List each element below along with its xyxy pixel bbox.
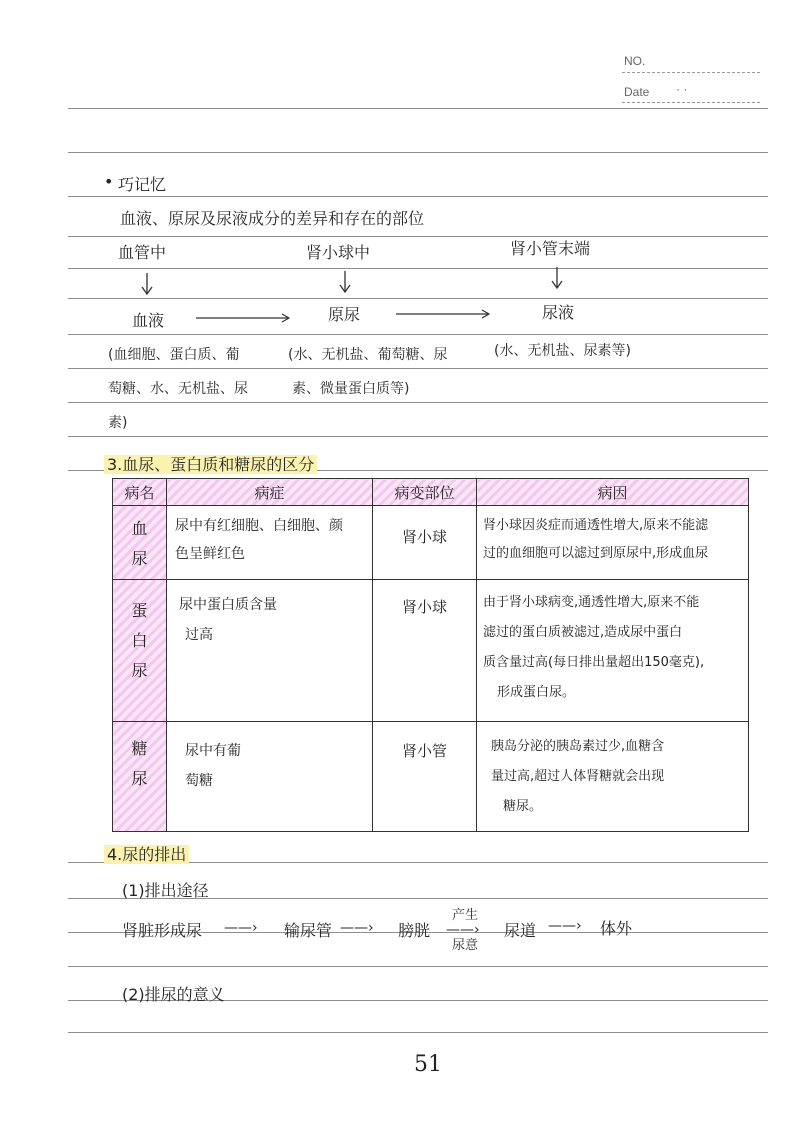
path-arrow: ——›: [224, 920, 258, 936]
symptom-line: 尿中蛋白质含量: [179, 597, 277, 613]
table-cell-symptom: [167, 580, 373, 722]
path-arrow: ——›: [340, 920, 374, 936]
symptom-line: 尿中有红细胞、白细胞、颜: [175, 518, 343, 534]
path-arrow: ——›: [446, 922, 480, 938]
page-number: 51: [414, 1052, 442, 1077]
cause-line: 形成蛋白尿。: [497, 685, 576, 700]
table-cell-symptom: [167, 722, 373, 832]
arrow-right-icon: [396, 308, 492, 320]
cause-line: 滤过的蛋白质被滤过,造成尿中蛋白: [483, 625, 683, 640]
flow-urine: 尿液: [542, 303, 575, 322]
table-cell-cause: [477, 580, 749, 722]
note-primary-line1: (水、无机盐、葡萄糖、尿: [288, 347, 448, 363]
arrow-down-icon: [550, 266, 564, 290]
note-urine-line1: (水、无机盐、尿素等): [494, 343, 631, 359]
location-tubule-end: 肾小管末端: [510, 239, 591, 258]
disease-name-char: 尿: [131, 769, 148, 788]
path-below-label: 尿意: [452, 938, 479, 953]
table-cell-disease: [113, 722, 167, 832]
number-underline: [622, 72, 760, 73]
cause-line: 量过高,超过人体肾糖就会出现: [491, 769, 665, 784]
symptom-line: 萄糖: [185, 773, 213, 789]
table-row: [113, 506, 749, 580]
path-arrow: ——›: [548, 918, 582, 934]
table-row: [113, 722, 749, 832]
urine-comparison-table: [112, 478, 749, 832]
table-cell-site: [373, 506, 477, 580]
disease-name-char: 蛋: [131, 601, 148, 620]
table-cell-symptom: [167, 506, 373, 580]
path-ureter: 输尿管: [284, 921, 333, 940]
note-blood-line1: (血细胞、蛋白质、葡: [108, 347, 240, 363]
section4-sub2: (2)排尿的意义: [122, 985, 225, 1004]
cause-line: 过的血细胞可以滤过到原尿中,形成血尿: [483, 546, 709, 561]
arrow-down-icon: [338, 270, 352, 294]
arrow-right-icon: [196, 312, 292, 324]
path-urethra: 尿道: [504, 921, 537, 940]
table-header-cell: 病变部位: [373, 479, 477, 506]
disease-name-char: 白: [131, 631, 148, 650]
cause-line: 由于肾小球病变,通透性增大,原来不能: [483, 595, 700, 610]
location-blood-vessel: 血管中: [118, 243, 167, 262]
site-text: 肾小管: [401, 742, 447, 760]
date-dots: · ·: [676, 82, 688, 96]
site-text: 肾小球: [401, 598, 447, 616]
cause-line: 质含量过高(每日排出量超出150毫克),: [483, 655, 705, 670]
location-glomerulus: 肾小球中: [306, 243, 371, 262]
disease-name-char: 糖: [131, 739, 148, 758]
number-label: NO.: [624, 54, 646, 68]
table-cell-site: [373, 580, 477, 722]
section3-title: [104, 452, 317, 475]
table-row: [113, 580, 749, 722]
site-text: 肾小球: [401, 528, 447, 546]
flow-primary-urine: 原尿: [328, 305, 361, 324]
cause-line: 肾小球因炎症而通透性增大,原来不能滤: [483, 518, 709, 533]
table-header-cell: 病症: [167, 479, 373, 506]
disease-name-char: 尿: [131, 549, 148, 568]
symptom-line: 尿中有葡: [185, 743, 241, 759]
cause-line: 糖尿。: [503, 799, 543, 814]
path-above-label: 产生: [452, 908, 479, 923]
table-cell-disease: [113, 580, 167, 722]
arrow-down-icon: [140, 272, 154, 296]
memory-bullet: •: [104, 172, 114, 191]
table-cell-site: [373, 722, 477, 832]
table-cell-cause: [477, 722, 749, 832]
disease-name-char: 血: [131, 519, 148, 538]
note-primary-line2: 素、微量蛋白质等): [292, 381, 410, 397]
table-cell-disease: [113, 506, 167, 580]
date-underline: [622, 102, 760, 103]
symptom-line: 过高: [185, 627, 213, 643]
memory-title: 巧记忆: [118, 175, 167, 194]
flow-blood: 血液: [132, 311, 165, 330]
memory-subtitle: 血液、原尿及尿液成分的差异和存在的部位: [120, 209, 425, 228]
path-bladder: 膀胱: [398, 921, 431, 940]
path-kidney: 肾脏形成尿: [122, 921, 203, 940]
table-cell-cause: [477, 506, 749, 580]
path-outside: 体外: [600, 919, 633, 938]
table-header-cell: 病名: [113, 479, 167, 506]
note-blood-line2: 萄糖、水、无机盐、尿: [108, 381, 248, 397]
table-header-row: [113, 479, 749, 506]
symptom-line: 色呈鲜红色: [175, 546, 245, 562]
date-label: Date: [624, 85, 650, 99]
section4-title: [104, 842, 189, 865]
table-header-cell: 病因: [477, 479, 749, 506]
disease-name-char: 尿: [131, 661, 148, 680]
section4-title-text: 4.尿的排出: [104, 845, 189, 864]
note-blood-line3: 素): [108, 415, 128, 431]
section3-title-text: 3.血尿、蛋白质和糖尿的区分: [104, 455, 317, 474]
section4-sub1: (1)排出途径: [122, 881, 209, 900]
cause-line: 胰岛分泌的胰岛素过少,血糖含: [491, 739, 665, 754]
